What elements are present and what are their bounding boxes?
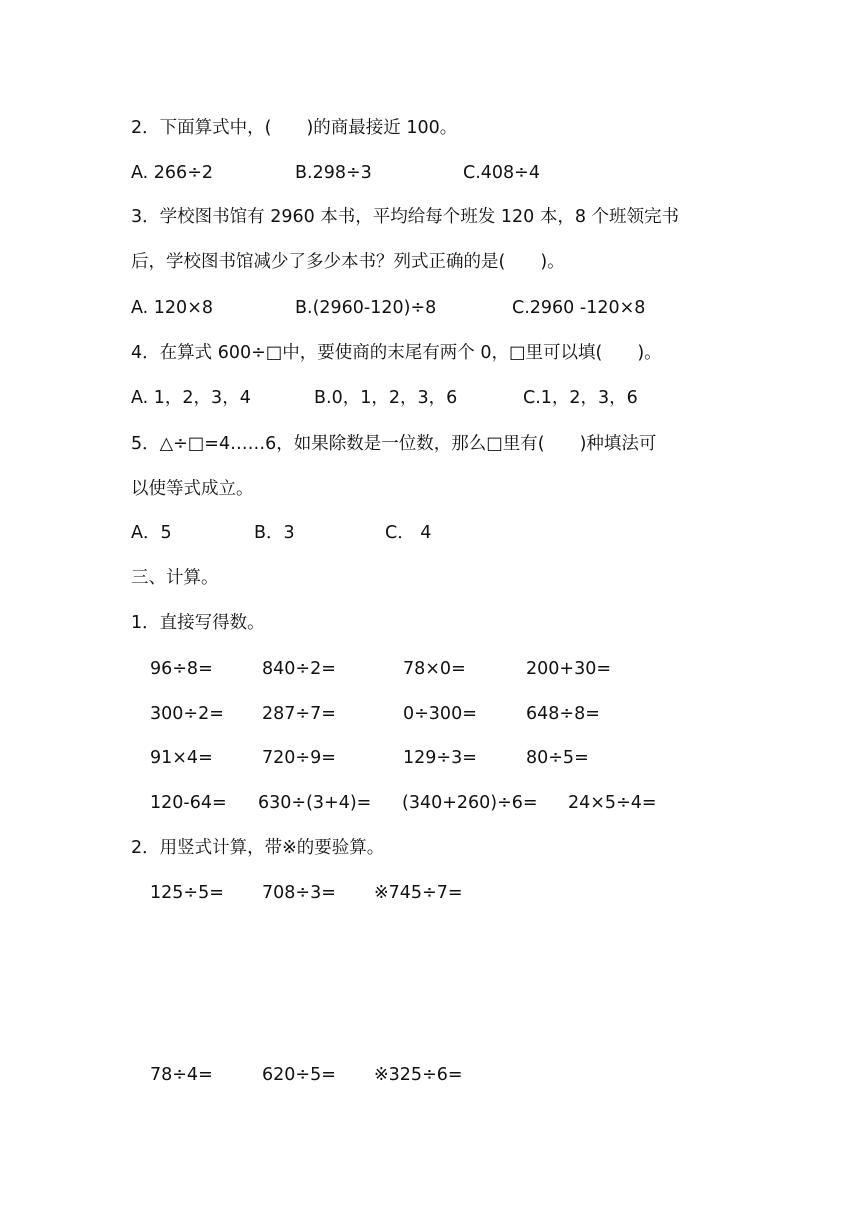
calc-item: 24×5÷4=: [568, 793, 657, 813]
vertical-calc-item: 708÷3=: [262, 883, 336, 903]
part1-title: 1．直接写得数。: [131, 613, 265, 633]
calc-item: 648÷8=: [526, 704, 600, 724]
q2-option-b: B.298÷3: [295, 163, 372, 183]
q4-option-a: A. 1，2，3，4: [131, 388, 251, 408]
calc-item: 120-64=: [150, 793, 227, 813]
q5-option-a: A．5: [131, 523, 172, 543]
calc-item: 630÷(3+4)=: [258, 793, 372, 813]
calc-item: 0÷300=: [403, 704, 477, 724]
vertical-calc-item: ※325÷6=: [374, 1065, 463, 1085]
q2-stem: 2．下面算式中，( )的商最接近 100。: [131, 118, 458, 138]
q5-option-c: C． 4: [385, 523, 432, 543]
q3-option-b: B.(2960-120)÷8: [295, 298, 437, 318]
calc-item: 78×0=: [403, 659, 466, 679]
q3-option-c: C.2960 -120×8: [512, 298, 646, 318]
q4-option-b: B.0，1，2，3，6: [314, 388, 458, 408]
q3-option-a: A. 120×8: [131, 298, 213, 318]
calc-item: 80÷5=: [526, 748, 589, 768]
calc-item: 287÷7=: [262, 704, 336, 724]
vertical-calc-item: 125÷5=: [150, 883, 224, 903]
calc-item: 840÷2=: [262, 659, 336, 679]
q2-option-a: A. 266÷2: [131, 163, 213, 183]
calc-item: 96÷8=: [150, 659, 213, 679]
vertical-calc-item: ※745÷7=: [374, 883, 463, 903]
calc-item: 129÷3=: [403, 748, 477, 768]
q5-option-b: B．3: [254, 523, 295, 543]
calc-item: 91×4=: [150, 748, 213, 768]
calc-item: 300÷2=: [150, 704, 224, 724]
vertical-calc-item: 78÷4=: [150, 1065, 213, 1085]
calc-item: (340+260)÷6=: [402, 793, 538, 813]
q5-stem-line2: 以使等式成立。: [131, 479, 254, 499]
calc-item: 720÷9=: [262, 748, 336, 768]
calc-item: 200+30=: [526, 659, 611, 679]
q3-stem-line1: 3．学校图书馆有 2960 本书，平均给每个班发 120 本，8 个班领完书: [131, 207, 680, 227]
q2-option-c: C.408÷4: [463, 163, 540, 183]
q3-stem-line2: 后，学校图书馆减少了多少本书？列式正确的是( )。: [131, 252, 565, 272]
vertical-calc-item: 620÷5=: [262, 1065, 336, 1085]
q4-option-c: C.1，2，3，6: [523, 388, 638, 408]
q4-stem: 4．在算式 600÷□中，要使商的末尾有两个 0，□里可以填( )。: [131, 343, 662, 363]
q5-stem-line1: 5．△÷□=4……6，如果除数是一位数，那么□里有( )种填法可: [131, 434, 657, 454]
section3-title: 三、计算。: [131, 568, 219, 588]
part2-title: 2．用竖式计算，带※的要验算。: [131, 838, 385, 858]
